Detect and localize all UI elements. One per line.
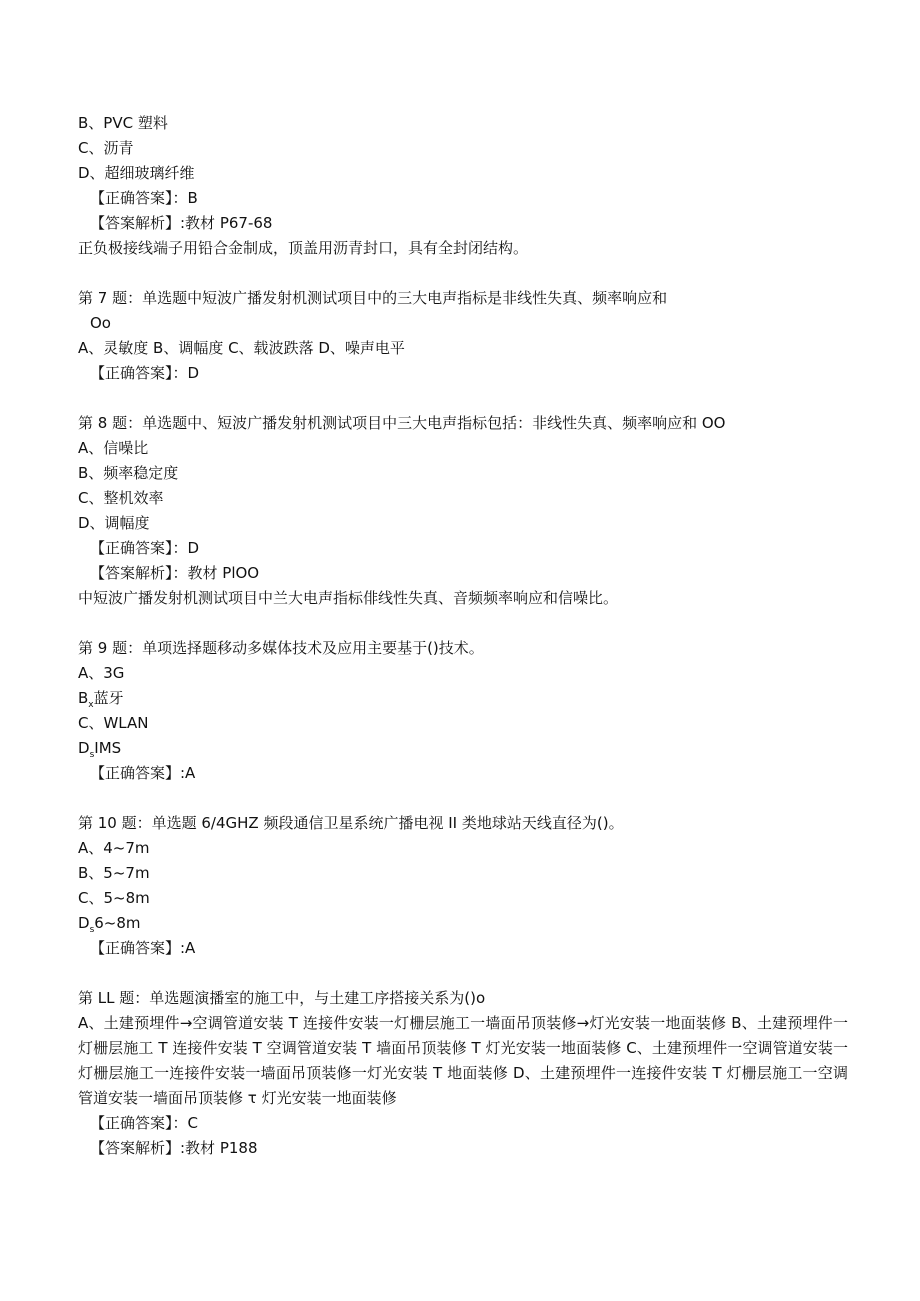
spacer (78, 261, 848, 286)
question-10-option-b: B、5~7m (78, 864, 150, 882)
question-10-title: 第 10 题：单选题 6/4GHZ 频段通信卫星系统广播电视 II 类地球站天线直径为()。 (78, 814, 624, 832)
question-7-title: 第 7 题：单选题中短波广播发射机测试项目中的三大电声指标是非线性失真、频率响应和 (78, 289, 668, 307)
spacer (78, 611, 848, 636)
question-9-title: 第 9 题：单项选择题移动多媒体技术及应用主要基于()技术。 (78, 639, 484, 657)
question-8-analysis: 【答案解析】：教材 PlOO (90, 564, 260, 582)
question-10-option-d (78, 911, 848, 936)
document-page (78, 111, 848, 1161)
question-8-note: 中短波广播发射机测试项目中兰大电声指标俳线性失真、音频频率响应和信噪比。 (78, 589, 619, 607)
question-8-title: 第 8 题：单选题中、短波广播发射机测试项目中三大电声指标包括：非线性失真、频率响应和 OO (78, 414, 726, 432)
question-10-option-a: A、4~7m (78, 839, 150, 857)
question-7-answer: 【正确答案】：D (90, 364, 200, 382)
question-10-answer: 【正确答案】:A (90, 939, 196, 957)
question-8-option-b: B、频率稳定度 (78, 464, 179, 482)
question-11-analysis: 【答案解析】:教材 P188 (90, 1139, 258, 1157)
option-letter: B (78, 689, 89, 707)
option-b: B、PVC 塑料 (78, 114, 168, 132)
option-letter: D (78, 739, 90, 757)
question-11-title: 第 LL 题：单选题演播室的施工中，与土建工序搭接关系为()o (78, 989, 486, 1007)
question-8-answer: 【正确答案】：D (90, 539, 200, 557)
option-d: D、超细玻璃纤维 (78, 164, 195, 182)
option-text: 6~8m (94, 914, 141, 932)
question-10-option-c: C、5~8m (78, 889, 150, 907)
question-9-option-b (78, 686, 848, 711)
spacer (78, 386, 848, 411)
question-7-title-continued: Oo (90, 314, 111, 332)
option-subscript: s (89, 750, 95, 760)
option-c: C、沥青 (78, 139, 134, 157)
question-8-option-d: D、调幅度 (78, 514, 150, 532)
question-8-option-a: A、信噪比 (78, 439, 149, 457)
question-11-options: A、土建预埋件→空调管道安装 T 连接件安装一灯栅层施工一墙面吊顶装修→灯光安装一地面装修 B、土建预埋件一灯栅层施工 T 连接件安装 T 空调管道安装 T 墙面吊顶装修 T 灯光安装一地面装修 C、土建预埋件一空调管道安装一灯栅层施工一连接件安装一墙面吊顶装修一灯光安装 T 地面装修 D、土建预埋件一连接件安装 T 灯栅层施工一空调管道安装一墙面吊顶装修 τ 灯光安装一地面装修 (78, 1014, 848, 1107)
correct-answer: 【正确答案】：B (90, 189, 198, 207)
question-9-option-d (78, 736, 848, 761)
option-letter: D (78, 914, 90, 932)
question-9-option-a: A、3G (78, 664, 125, 682)
option-text: IMS (94, 739, 122, 757)
question-8-option-c: C、整机效率 (78, 489, 164, 507)
analysis-note: 正负极接线端子用铅合金制成，顶盖用沥青封口，具有全封闭结构。 (78, 239, 529, 257)
question-9-answer: 【正确答案】:A (90, 764, 196, 782)
spacer (78, 961, 848, 986)
question-11-answer: 【正确答案】：C (90, 1114, 198, 1132)
option-text: 蓝牙 (93, 689, 124, 707)
option-subscript: s (89, 925, 95, 935)
option-subscript: x (88, 700, 94, 710)
question-9-option-c: C、WLAN (78, 714, 149, 732)
question-7-options: A、灵敏度 B、调幅度 C、载波跌落 D、噪声电平 (78, 339, 405, 357)
answer-analysis: 【答案解析】:教材 P67-68 (90, 214, 273, 232)
spacer (78, 786, 848, 811)
